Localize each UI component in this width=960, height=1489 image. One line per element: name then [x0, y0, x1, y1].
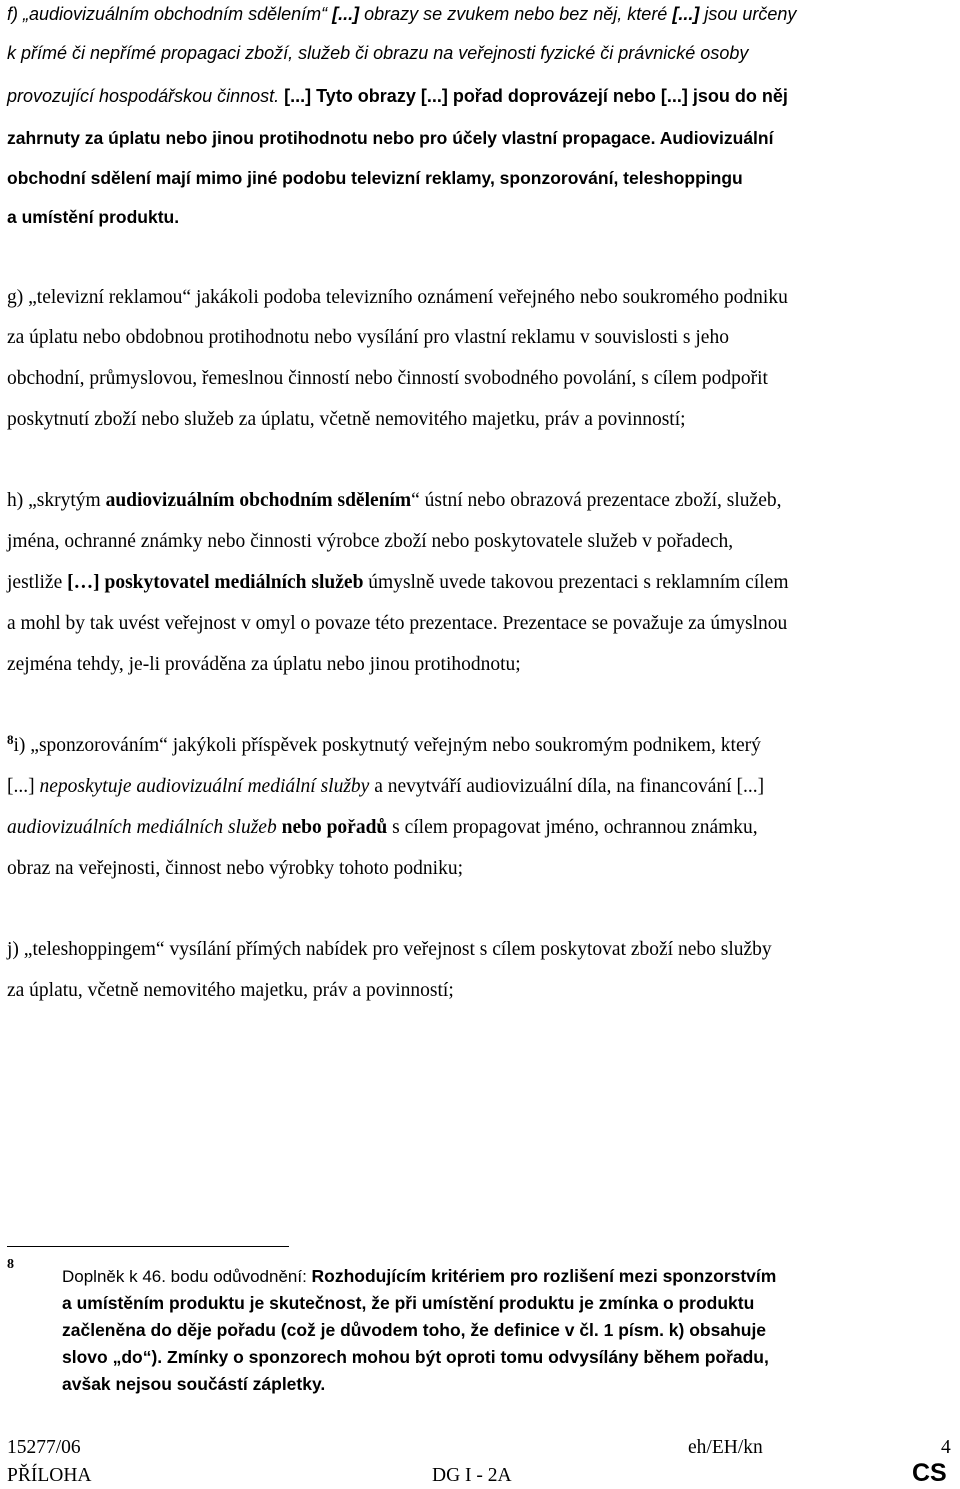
text: neposkytuje audiovizuální mediální služby: [39, 776, 370, 797]
footnote-line-3: začleněna do děje pořadu (což je důvodem toho, že definice v čl. 1 písm. k) obsahuje: [62, 1320, 767, 1340]
text: obrazy se zvukem nebo bez něj, které: [359, 4, 673, 24]
para-h-line-3: [7, 571, 789, 595]
para-i-line-4: obraz na veřejnosti, činnost nebo výrobky tohoto podniku;: [7, 858, 464, 879]
page-number: 4: [941, 1437, 951, 1458]
text: úmyslně uvede takovou prezentaci s reklamním cílem: [363, 572, 789, 593]
para-j-line-1: j) „teleshoppingem“ vysílání přímých nabídek pro veřejnost s cílem poskytovat zboží nebo služby: [7, 939, 772, 960]
text: provozující hospodářskou činnost.: [7, 86, 285, 106]
text: […] poskytovatel mediálních služeb: [67, 572, 364, 593]
para-f-line-6: a umístění produktu.: [7, 207, 180, 227]
footnote-mark: 8: [7, 1257, 14, 1272]
footnote-reference: 8: [7, 732, 14, 747]
document-reference: 15277/06: [7, 1437, 81, 1458]
text: nebo pořadů: [276, 817, 388, 838]
text: Doplněk k 46. bodu odůvodnění:: [62, 1267, 312, 1286]
text: jsou určeny: [699, 4, 797, 24]
para-h-line-4: a mohl by tak uvést veřejnost v omyl o povaze této prezentace. Prezentace se považuje za úmyslnou: [7, 613, 788, 634]
para-g-line-1: g) „televizní reklamou“ jakákoli podoba televizního oznámení veřejného nebo soukromého podniku: [7, 287, 788, 308]
text: [...] Tyto obrazy [...] pořad doprovázejí nebo [...] jsou do něj: [284, 86, 788, 106]
para-f-line-2: k přímé či nepřímé propagaci zboží, služeb či obrazu na veřejnosti fyzické či právnické osoby: [7, 43, 749, 63]
text: audiovizuálním obchodním sdělením: [105, 490, 412, 511]
text: a nevytváří audiovizuální díla, na financování [...]: [369, 776, 765, 797]
text: s cílem propagovat jméno, ochrannou známku,: [387, 817, 758, 838]
text: [...]: [332, 4, 360, 24]
para-h-line-5: zejména tehdy, je-li prováděna za úplatu nebo jinou protihodnotu;: [7, 654, 521, 675]
text: h) „skrytým: [7, 490, 106, 511]
text: audiovizuálních mediálních služeb: [7, 817, 277, 838]
annex-label: PŘÍLOHA: [7, 1465, 92, 1486]
author-initials: eh/EH/kn: [688, 1437, 763, 1458]
footnote-separator: [7, 1246, 289, 1247]
para-i-line-2: [7, 775, 764, 799]
footnote-line-2: a umístěním produktu je skutečnost, že při umístění produktu je zmínka o produktu: [62, 1293, 755, 1313]
para-j-line-2: za úplatu, včetně nemovitého majetku, práv a povinností;: [7, 980, 454, 1001]
text: f) „audiovizuálním obchodním sdělením“: [7, 4, 333, 24]
text: Rozhodujícím kritériem pro rozlišení mezi sponzorstvím: [311, 1266, 777, 1286]
dg-label: DG I - 2A: [432, 1465, 512, 1486]
para-f-line-4: zahrnuty za úplatu nebo jinou protihodnotu nebo pro účely vlastní propagace. Audiovizuální: [7, 128, 774, 148]
footnote-line-4: slovo „do“). Zmínky o sponzorech mohou být oproti tomu odvysílány během pořadu,: [62, 1347, 769, 1367]
para-h-line-1: [7, 489, 782, 513]
para-g-line-2: za úplatu nebo obdobnou protihodnotu nebo vysílání pro vlastní reklamu v souvislosti s jeho: [7, 327, 729, 348]
text: jestliže: [7, 572, 68, 593]
text: [...]: [672, 4, 700, 24]
para-g-line-3: obchodní, průmyslovou, řemeslnou činností nebo činností svobodného povolání, s cílem podpořit: [7, 368, 768, 389]
footnote-line-5: avšak nejsou součástí zápletky.: [62, 1374, 326, 1394]
language-code: CS: [912, 1459, 947, 1487]
para-f-line-5: obchodní sdělení mají mimo jiné podobu televizní reklamy, sponzorování, teleshoppingu: [7, 168, 743, 188]
para-f-line-1: [7, 2, 796, 26]
para-f-line-3: [7, 84, 788, 108]
para-h-line-2: jména, ochranné známky nebo činnosti výrobce zboží nebo poskytovatele služeb v pořadech,: [7, 531, 734, 552]
para-i-line-3: [7, 816, 758, 840]
text: [...]: [7, 776, 40, 797]
footnote-line-1: [62, 1265, 776, 1288]
para-g-line-4: poskytnutí zboží nebo služeb za úplatu, včetně nemovitého majetku, práv a povinností;: [7, 409, 686, 430]
text: i) „sponzorováním“ jakýkoli příspěvek poskytnutý veřejným nebo soukromým podnikem, který: [13, 735, 761, 756]
text: “ ústní nebo obrazová prezentace zboží, služeb,: [411, 490, 782, 511]
para-i-line-1: [7, 734, 761, 758]
